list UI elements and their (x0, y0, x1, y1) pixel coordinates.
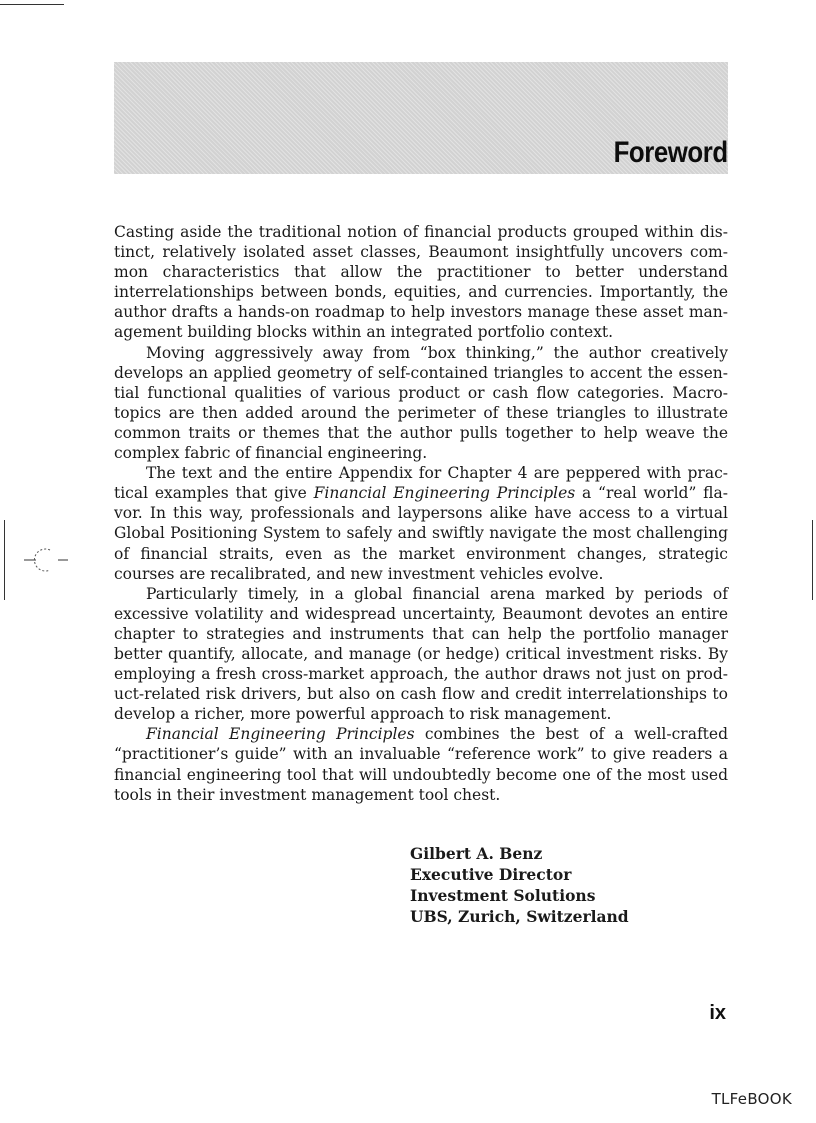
paragraph-2: Moving aggressively away from “box thinking,” the author creatively develops an applied geometry of self-contained triangles to accent the essential functional qualities of various product or cash flow categories. Macrotopics are then added around the perimeter of these triangles to illustrate common traits or themes that the author pulls together to help weave the complex fabric of financial engineering. (114, 343, 728, 463)
paragraph-3 (114, 463, 728, 584)
signature-block (410, 843, 629, 927)
paragraph-3-tail: a “real world” flavor. In this way, professionals and laypersons alike have access to a virtual Global Positioning System to safely and swiftly navigate the most challenging of financial straits, even as the market environment changes, strategic courses are recalibrated, and new investment vehicles evolve. (114, 484, 729, 583)
signature-name: Gilbert A. Benz (410, 844, 543, 863)
signature-department: Investment Solutions (410, 886, 596, 905)
page-number: ix (709, 1002, 726, 1024)
registration-mark-icon (24, 546, 68, 574)
paragraph-1: Casting aside the traditional notion of financial products grouped within distinct, relatively isolated asset classes, Beaumont insightfully uncovers common characteristics that allow the practitioner to better understand interrelationships between bonds, equities, and currencies. Importantly, the author drafts a hands-on roadmap to help investors manage these asset management building blocks within an integrated portfolio context. (114, 223, 728, 342)
crop-mark-right (812, 520, 813, 600)
book-title-emphasis: Financial Engineering Principles (313, 484, 576, 503)
crop-mark-left (4, 520, 5, 600)
signature-organization: UBS, Zurich, Switzerland (410, 907, 629, 926)
signature-title: Executive Director (410, 865, 572, 884)
page-title: Foreword (613, 136, 728, 169)
foreword-body (114, 222, 728, 805)
paragraph-5 (114, 724, 728, 804)
paragraph-3-lead: The text and the entire Appendix for Chapter 4 are peppered with practical examples that give (114, 464, 728, 503)
watermark-text: TLFeBOOK (711, 1090, 792, 1108)
paragraph-5-tail: combines the best of a well-crafted “practitioner’s guide” with an invaluable “reference work” to give readers a financial engineering tool that will undoubtedly become one of the most used tools in their investment management tool chest. (114, 725, 729, 804)
crop-mark-top (0, 4, 64, 5)
paragraph-4: Particularly timely, in a global financial arena marked by periods of excessive volatility and widespread uncertainty, Beaumont devotes an entire chapter to strategies and instruments that can help the portfolio manager better quantify, allocate, and manage (or hedge) critical investment risks. By employing a fresh cross-market approach, the author draws not just on product-related risk drivers, but also on cash flow and credit interrelationships to develop a richer, more powerful approach to risk management. (114, 584, 728, 724)
book-title-emphasis: Financial Engineering Principles (146, 725, 415, 744)
chapter-header-band (114, 62, 728, 174)
